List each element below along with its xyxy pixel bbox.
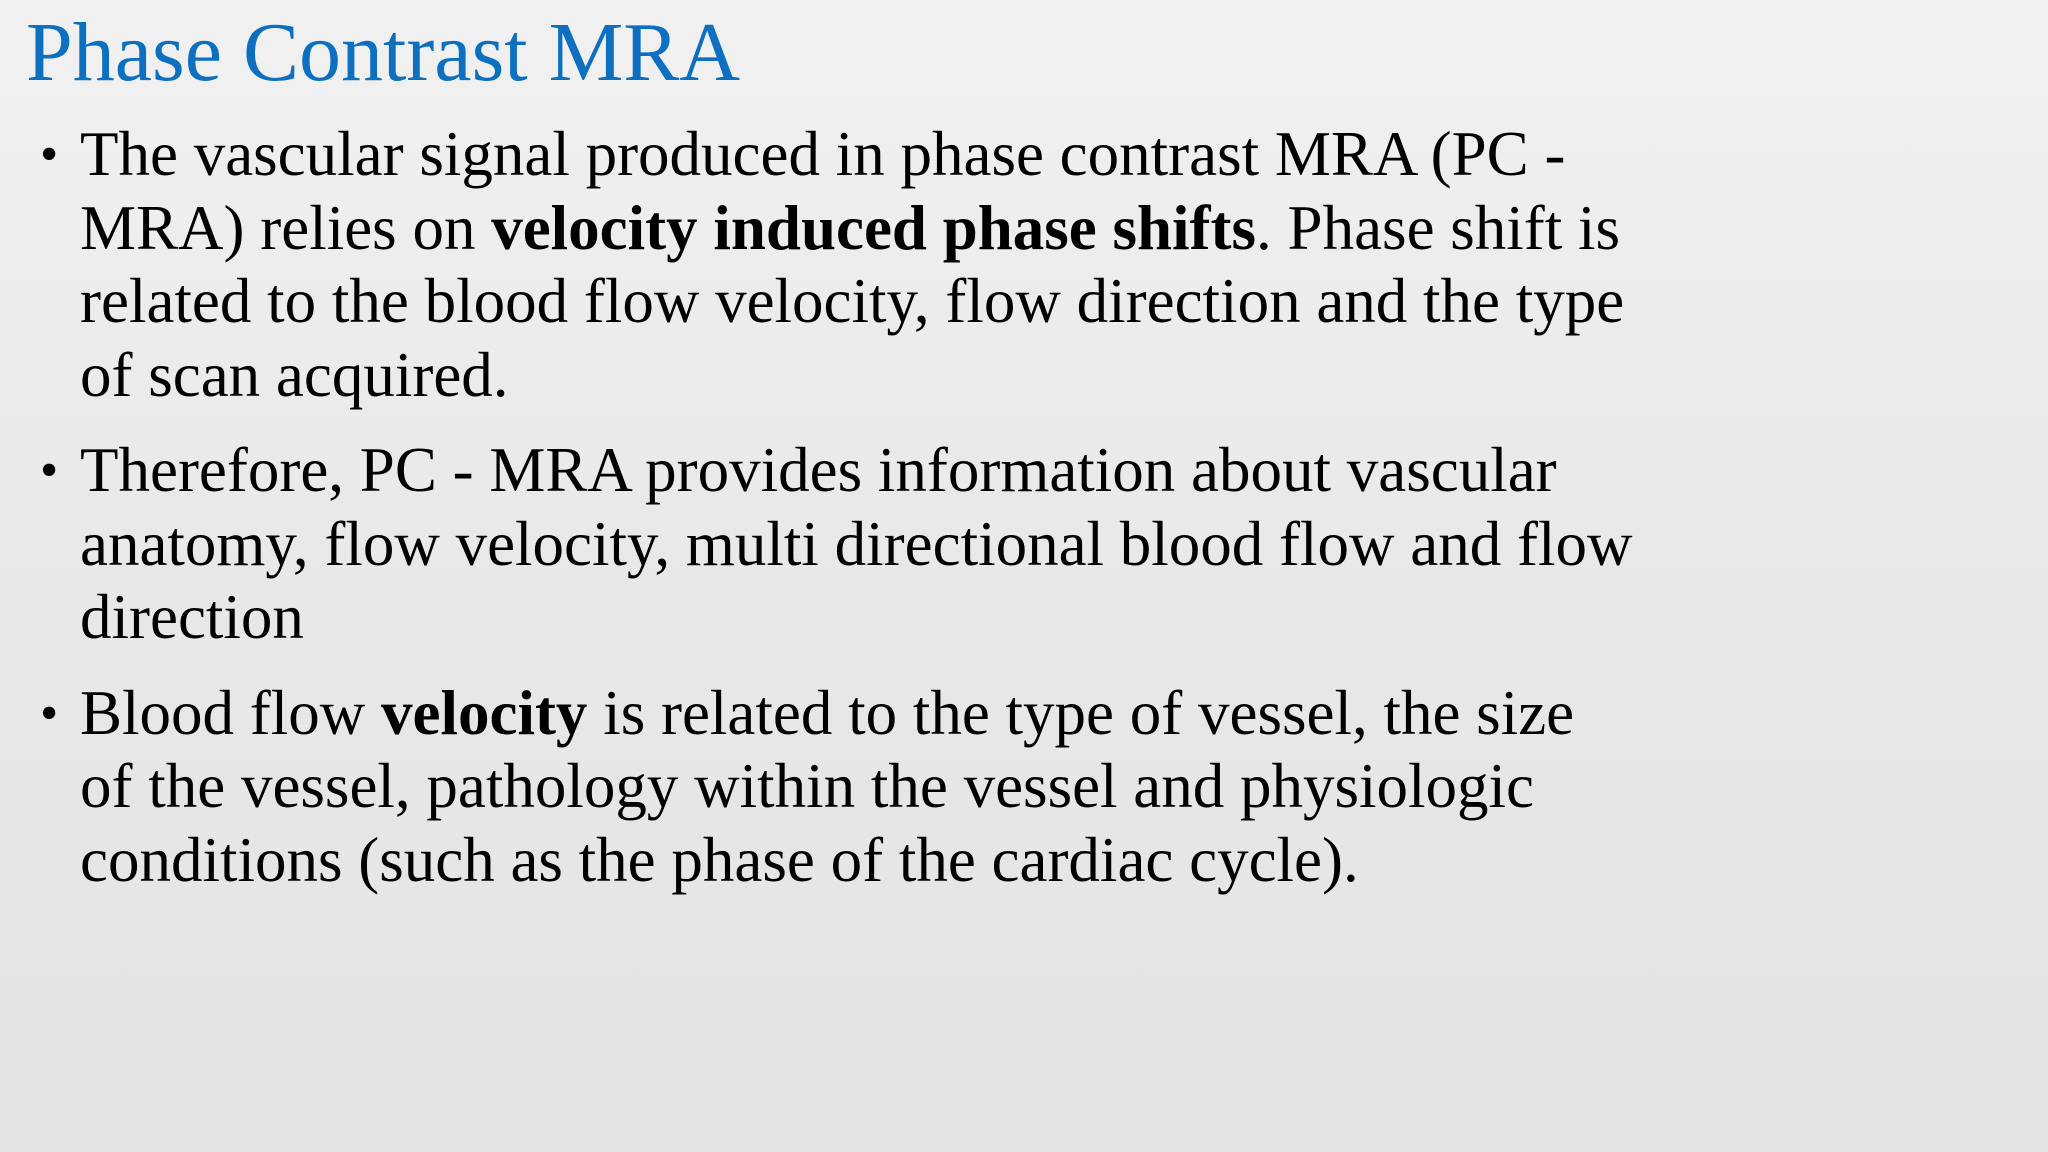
- bullet-line: of scan acquired.: [80, 339, 509, 410]
- bullet-line: The vascular signal produced in phase contrast MRA (PC -: [80, 119, 1566, 189]
- bullet-line: anatomy, flow velocity, multi directional blood flow and flow: [80, 508, 1633, 579]
- bullet-item-vascular-signal: [0, 118, 1800, 412]
- bullet-line: of the vessel, pathology within the vessel and physiologic: [80, 751, 1535, 821]
- bullet-line: conditions (such as the phase of the cardiac cycle).: [80, 824, 1359, 895]
- emphasis-text: velocity: [381, 677, 588, 748]
- bullet-dot-icon: •: [40, 126, 59, 183]
- bullet-line: MRA) relies on velocity induced phase shifts. Phase shift is: [80, 192, 1621, 263]
- slide-title: Phase Contrast MRA: [26, 6, 740, 99]
- bullet-dot-icon: •: [40, 684, 59, 742]
- bullet-list: [0, 118, 1800, 897]
- bullet-item-blood-flow-velocity: [0, 677, 1800, 898]
- bullet-dot-icon: •: [40, 442, 59, 499]
- bullet-line: direction: [80, 582, 304, 652]
- bullet-line: Blood flow velocity is related to the type of vessel, the size: [80, 677, 1575, 748]
- bullet-line: related to the blood flow velocity, flow direction and the type: [80, 266, 1625, 336]
- bullet-line: Therefore, PC - MRA provides information about vascular: [80, 435, 1557, 505]
- emphasis-text: velocity induced phase shifts: [491, 192, 1257, 263]
- bullet-item-pc-mra-information: [0, 434, 1800, 655]
